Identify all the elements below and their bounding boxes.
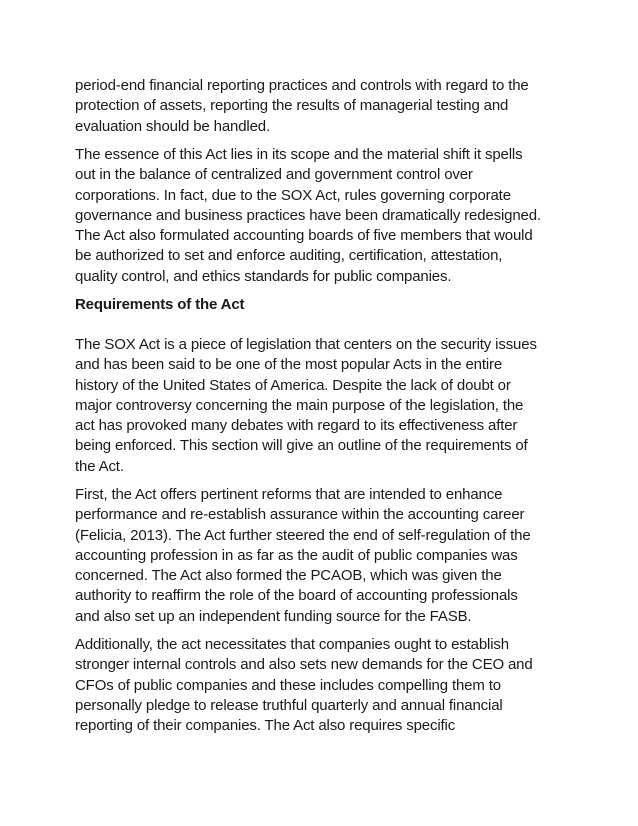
- text-line: quality control, and ethics standards for public companies.: [75, 267, 452, 285]
- paragraph-essence: [75, 145, 541, 287]
- text-line: being enforced. This section will give an outline of the requirements of: [75, 437, 528, 455]
- text-line: corporations. In fact, due to the SOX Act, rules governing corporate: [75, 186, 511, 204]
- text-line: out in the balance of centralized and government control over: [75, 166, 473, 184]
- paragraph-additionally: [75, 635, 533, 736]
- text-line: First, the Act offers pertinent reforms that are intended to enhance: [75, 486, 503, 503]
- text-line: period-end financial reporting practices and controls with regard to the: [75, 77, 529, 94]
- text-line: be authorized to set and enforce auditing, certification, attestation,: [75, 247, 503, 265]
- heading-text: Requirements of the Act: [75, 296, 245, 313]
- text-line: authority to reaffirm the role of the board of accounting professionals: [75, 587, 518, 605]
- text-line: governance and business practices have been dramatically redesigned.: [75, 206, 541, 224]
- text-line: reporting of their companies. The Act also requires specific: [75, 717, 456, 735]
- text-line: concerned. The Act also formed the PCAOB, which was given the: [75, 567, 502, 585]
- text-line: and also set up an independent funding source for the FASB.: [75, 607, 472, 625]
- text-line: performance and re-establish assurance within the accounting career: [75, 506, 525, 524]
- text-line: evaluation should be handled.: [75, 117, 270, 135]
- text-line: Additionally, the act necessitates that companies ought to establish: [75, 636, 509, 653]
- text-line: major controversy concerning the main purpose of the legislation, the: [75, 396, 524, 414]
- text-line: the Act.: [75, 457, 124, 475]
- text-line: act has provoked many debates with regard to its effectiveness after: [75, 417, 518, 435]
- text-line: stronger internal controls and also sets new demands for the CEO and: [75, 656, 533, 674]
- text-line: The essence of this Act lies in its scope and the material shift it spells: [75, 146, 523, 163]
- text-line: history of the United States of America. Despite the lack of doubt or: [75, 376, 511, 394]
- text-line: CFOs of public companies and these includes compelling them to: [75, 676, 501, 694]
- text-line: accounting profession in as far as the audit of public companies was: [75, 546, 518, 564]
- text-line: personally pledge to release truthful quarterly and annual financial: [75, 696, 503, 714]
- text-line: (Felicia, 2013). The Act further steered the end of self-regulation of the: [75, 526, 531, 544]
- text-line: The Act also formulated accounting boards of five members that would: [75, 227, 533, 245]
- paragraph-sox-overview: [75, 335, 537, 477]
- section-heading: [75, 295, 244, 315]
- text-line: and has been said to be one of the most popular Acts in the entire: [75, 356, 503, 374]
- text-line: protection of assets, reporting the results of managerial testing and: [75, 97, 509, 115]
- paragraph-intro: [75, 76, 529, 137]
- paragraph-first: [75, 485, 531, 627]
- text-line: The SOX Act is a piece of legislation that centers on the security issues: [75, 336, 537, 353]
